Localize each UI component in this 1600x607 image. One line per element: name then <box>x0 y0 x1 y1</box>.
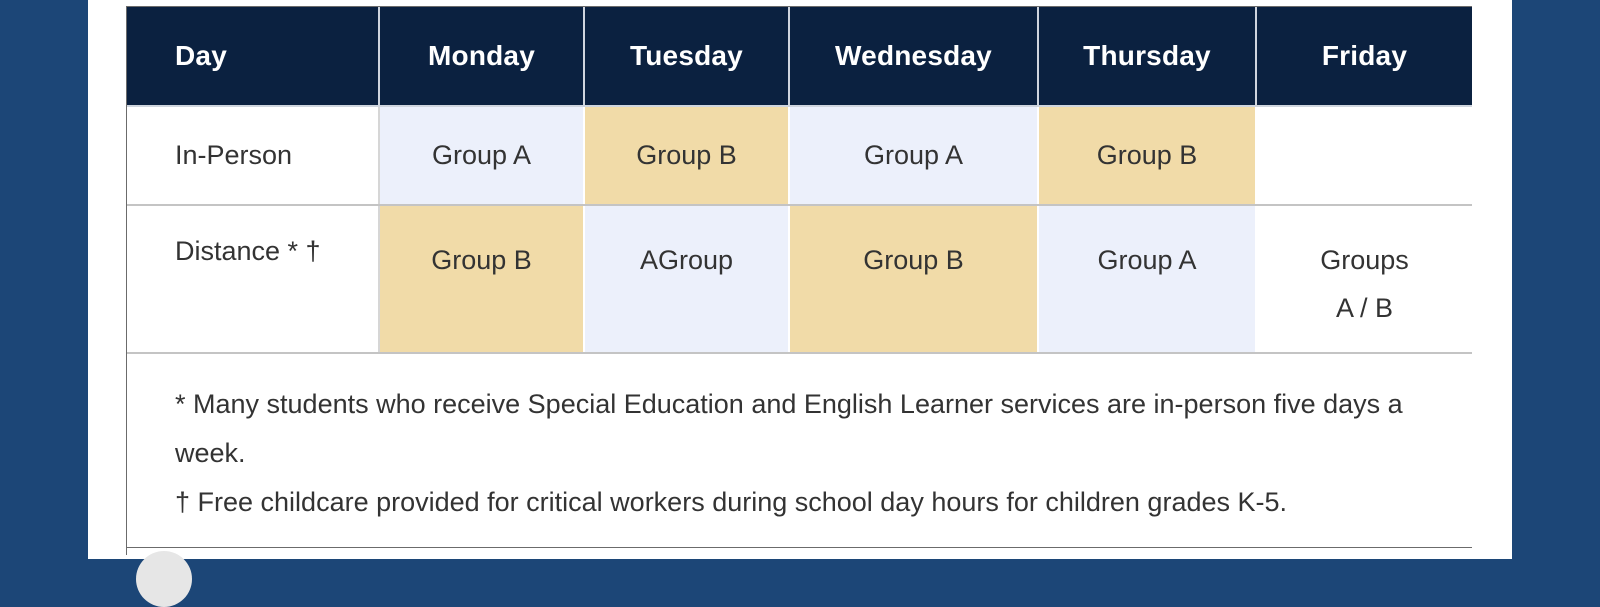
row-label-distance: Distance * † <box>127 205 379 353</box>
cell-in-person-wednesday: Group A <box>789 106 1038 205</box>
table-footnote-row <box>127 353 1472 548</box>
schedule-table-container <box>126 6 1472 555</box>
column-header-tuesday: Tuesday <box>584 7 789 106</box>
cell-distance-monday: Group B <box>379 205 584 353</box>
cell-in-person-tuesday: Group B <box>584 106 789 205</box>
column-header-monday: Monday <box>379 7 584 106</box>
friday-distance-line-1: Groups <box>1320 245 1409 275</box>
cell-distance-friday <box>1256 205 1472 353</box>
cell-in-person-monday: Group A <box>379 106 584 205</box>
footnotes-cell <box>127 353 1472 548</box>
column-header-friday: Friday <box>1256 7 1472 106</box>
column-header-wednesday: Wednesday <box>789 7 1038 106</box>
column-header-day: Day <box>127 7 379 106</box>
cell-distance-thursday: Group A <box>1038 205 1256 353</box>
table-header-row <box>127 7 1472 106</box>
cell-distance-tuesday: AGroup <box>584 205 789 353</box>
table-row-distance <box>127 205 1472 353</box>
footnote-special-education: * Many students who receive Special Education and English Learner services are in-person five days a week. <box>175 389 1403 468</box>
footnote-free-childcare: † Free childcare provided for critical workers during school day hours for children grades K-5. <box>175 487 1288 517</box>
row-label-in-person: In-Person <box>127 106 379 205</box>
friday-distance-line-2: A / B <box>1335 293 1394 323</box>
schedule-table <box>127 7 1472 548</box>
cell-in-person-friday <box>1256 106 1472 205</box>
cell-in-person-thursday: Group B <box>1038 106 1256 205</box>
content-card <box>88 0 1512 559</box>
column-header-thursday: Thursday <box>1038 7 1256 106</box>
table-row-in-person <box>127 106 1472 205</box>
partial-circle-decoration <box>136 551 192 607</box>
cell-distance-wednesday: Group B <box>789 205 1038 353</box>
